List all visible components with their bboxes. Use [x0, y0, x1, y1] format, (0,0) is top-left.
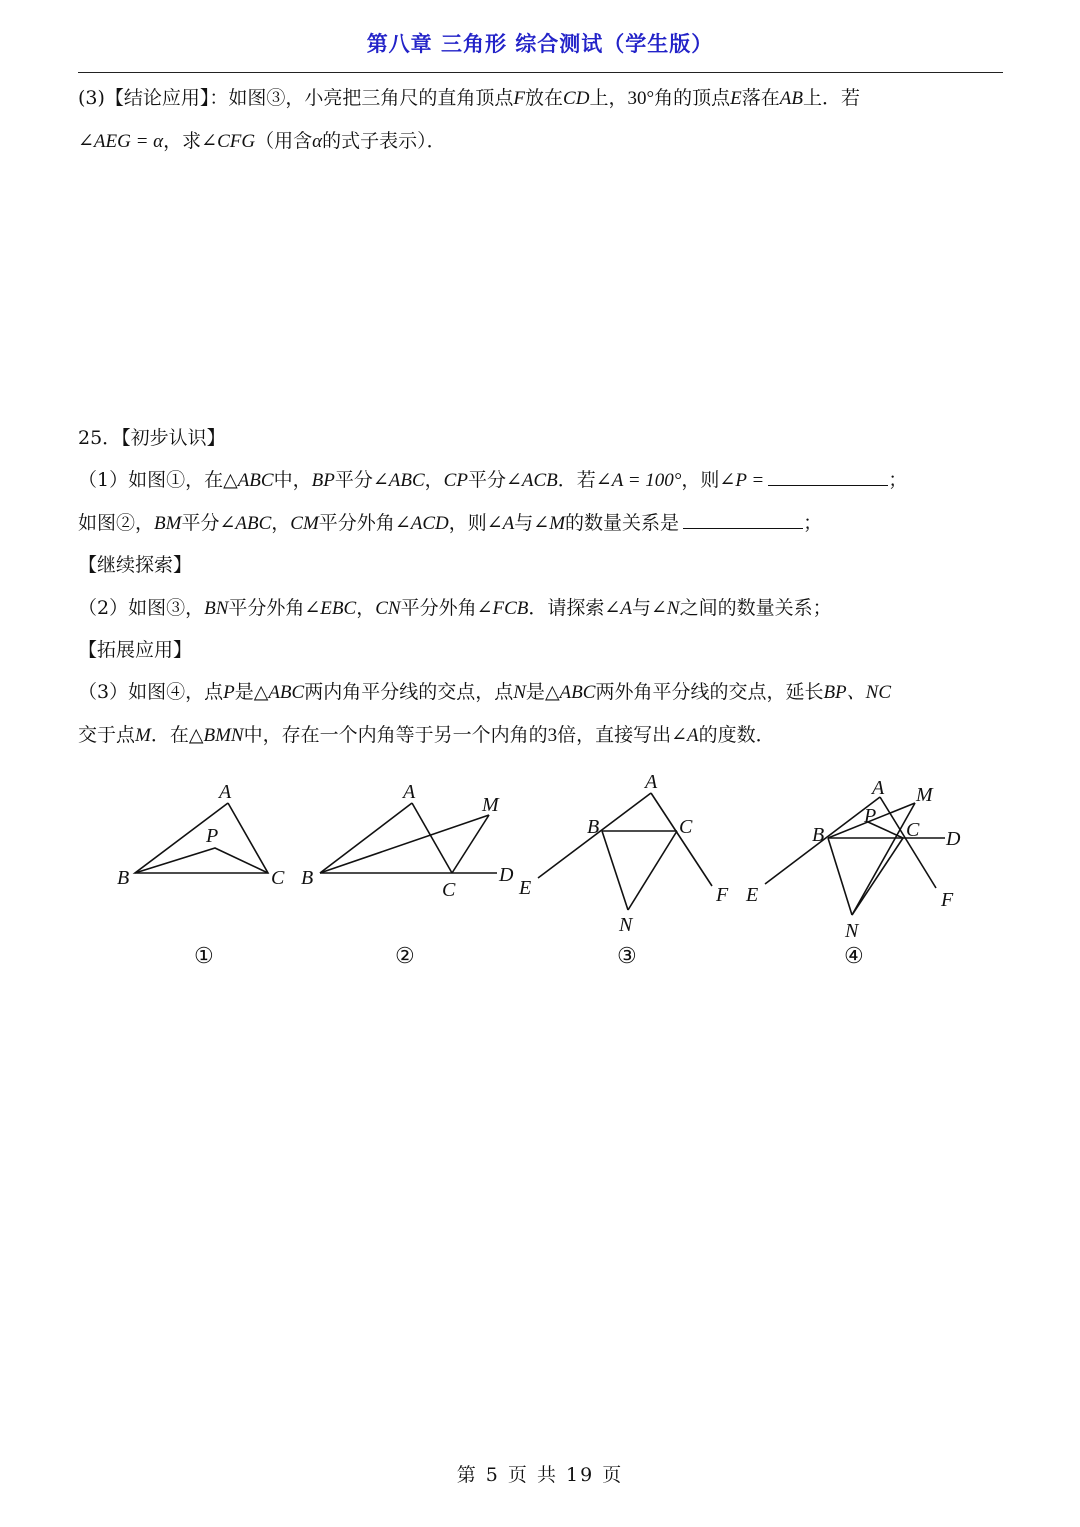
math-CN: CN — [375, 598, 401, 619]
text: 的度数． — [698, 724, 775, 746]
fig4-segment-CN — [852, 838, 903, 915]
figure-2 — [320, 803, 497, 873]
fig1-label-A: A — [219, 781, 232, 803]
text: 中， — [273, 469, 312, 491]
text: 平分外角 — [400, 597, 477, 619]
text: 上， — [589, 87, 628, 109]
math-angle-ACD: ∠ACD — [394, 513, 449, 534]
page-header-title: 第八章 三角形 综合测试（学生版） — [366, 32, 714, 56]
fig1-bisectors — [135, 848, 268, 873]
math-CP: CP — [443, 470, 468, 491]
fig1-label-B: B — [117, 867, 130, 889]
fig2-side-AC — [412, 803, 452, 873]
fig1-caption: ① — [194, 943, 214, 968]
math-angle-A: ∠A — [486, 513, 515, 534]
text: ； — [888, 469, 908, 491]
math-AB: AB — [779, 88, 803, 109]
text: ，则 — [681, 469, 720, 491]
fig4-caption: ④ — [844, 943, 864, 968]
fig2-segment-CM — [452, 815, 489, 873]
math-angle-FCB: ∠FCB — [476, 598, 529, 619]
text: （1）如图①，在 — [78, 469, 224, 491]
fig3-caption: ③ — [617, 943, 637, 968]
math-M: M — [135, 725, 151, 746]
text: ．若 — [557, 469, 596, 491]
text: 平分 — [334, 469, 373, 491]
q25-heading: 25．【初步认识】 — [78, 427, 226, 449]
fig4-label-D: D — [946, 828, 961, 850]
text: ，则 — [448, 512, 487, 534]
math-E: E — [730, 88, 742, 109]
fig2-segment-BM — [320, 815, 489, 873]
text: （用含 — [255, 130, 313, 152]
math-angle-A: ∠A — [671, 725, 699, 746]
fig2-side-BA — [320, 803, 412, 873]
text: 落在 — [741, 87, 780, 109]
text: ， — [271, 512, 291, 534]
text: ．请探索 — [528, 597, 605, 619]
text: 与 — [631, 597, 651, 619]
text: ， — [424, 469, 444, 491]
text: 放在 — [525, 87, 564, 109]
math-angle-M: ∠M — [533, 513, 566, 534]
text: 角的顶点 — [654, 87, 731, 109]
math-BP: BP — [311, 470, 335, 491]
text: 如图②， — [78, 512, 155, 534]
math-CD: CD — [563, 88, 590, 109]
fig2-label-B: B — [301, 867, 314, 889]
text: ， — [356, 597, 376, 619]
fig4-label-B: B — [812, 824, 825, 846]
fig4-label-P: P — [864, 805, 877, 827]
math-angle-ABC: ∠ABC — [219, 513, 272, 534]
math-3: 3 — [547, 725, 558, 746]
fig3-segment-BN — [602, 831, 628, 910]
math-BM: BM — [154, 513, 182, 534]
fig4-label-N: N — [845, 920, 859, 942]
text: 平分外角 — [228, 597, 305, 619]
math-BN: BN — [204, 598, 229, 619]
text: 两内角平分线的交点，点 — [304, 681, 514, 703]
fig4-label-A: A — [872, 777, 885, 799]
fig3-label-F: F — [716, 884, 729, 906]
text: 平分 — [467, 469, 506, 491]
fig2-caption: ② — [395, 943, 415, 968]
figure-1 — [135, 803, 268, 873]
text: 的数量关系是 — [565, 512, 680, 534]
fig4-label-C: C — [906, 819, 920, 841]
text: 平分外角 — [318, 512, 395, 534]
text: ，求 — [163, 130, 202, 152]
text: ； — [803, 512, 823, 534]
math-angle-N: ∠N — [650, 598, 680, 619]
text: 是 — [525, 681, 545, 703]
fig3-ray-CF — [651, 793, 712, 886]
math-angle-A: ∠A — [604, 598, 632, 619]
math-P: P — [223, 682, 235, 703]
fig3-label-B: B — [587, 816, 600, 838]
math-tri-ABC: △ABC — [544, 682, 596, 703]
fig3-label-C: C — [679, 816, 693, 838]
math-angle-AEG: ∠AEG = α — [78, 131, 164, 152]
text: 之间的数量关系； — [679, 597, 832, 619]
text: 交于点 — [78, 724, 136, 746]
math-tri-ABC: △ABC — [223, 470, 274, 491]
math-N: N — [513, 682, 526, 703]
fig3-label-A: A — [645, 771, 658, 793]
math-angle-CFG: ∠CFG — [201, 131, 256, 152]
math-tri-BMN: △BMN — [188, 725, 244, 746]
text: (3)【结论应用】：如图③，小亮把三角尺的直角顶点 — [78, 87, 514, 109]
fig4-segment-BN — [828, 838, 852, 915]
fig3-label-N: N — [619, 914, 633, 936]
text: 的式子表示）． — [322, 130, 446, 152]
figure-4 — [765, 797, 945, 915]
fig4-label-E: E — [746, 884, 759, 906]
fig2-label-M: M — [482, 794, 499, 816]
fig3-label-E: E — [519, 877, 532, 899]
text: 中，存在一个内角等于另一个内角的 — [243, 724, 548, 746]
fig4-label-F: F — [941, 889, 954, 911]
fig2-label-A: A — [403, 781, 416, 803]
math-angle-ABC: ∠ABC — [372, 470, 425, 491]
math-tri-ABC: △ABC — [253, 682, 305, 703]
fig2-label-C: C — [442, 879, 456, 901]
fig4-label-M: M — [916, 784, 933, 806]
text: 两外角平分线的交点，延长 — [595, 681, 824, 703]
fig3-segment-CN — [628, 831, 677, 910]
text: 是 — [234, 681, 254, 703]
page-footer: 第 5 页 共 19 页 — [456, 1464, 624, 1486]
text: ．在 — [150, 724, 189, 746]
math-F: F — [513, 88, 526, 109]
q25-heading2: 【继续探索】 — [78, 554, 193, 576]
text: （2）如图③， — [78, 597, 205, 619]
text: 上．若 — [802, 87, 860, 109]
q25-heading3: 【拓展应用】 — [78, 639, 193, 661]
text: 平分 — [181, 512, 220, 534]
math-BP-NC: BP、NC — [823, 682, 892, 703]
math-30deg: 30° — [627, 88, 655, 109]
math-angle-A-100: ∠A = 100° — [595, 470, 682, 491]
fig1-triangle — [135, 803, 268, 873]
math-angle-ACB: ∠ACB — [505, 470, 558, 491]
fig2-label-D: D — [499, 864, 514, 886]
fig1-label-C: C — [271, 867, 285, 889]
math-CM: CM — [290, 513, 319, 534]
text: （3）如图④，点 — [78, 681, 224, 703]
math-alpha: α — [312, 131, 323, 152]
fig1-label-P: P — [206, 825, 219, 847]
figure-3 — [538, 793, 712, 910]
math-angle-EBC: ∠EBC — [304, 598, 357, 619]
text: 与 — [514, 512, 534, 534]
fig4-ray-CF — [880, 797, 936, 888]
text: 倍，直接写出 — [557, 724, 672, 746]
math-angle-P: ∠P = — [719, 470, 765, 491]
